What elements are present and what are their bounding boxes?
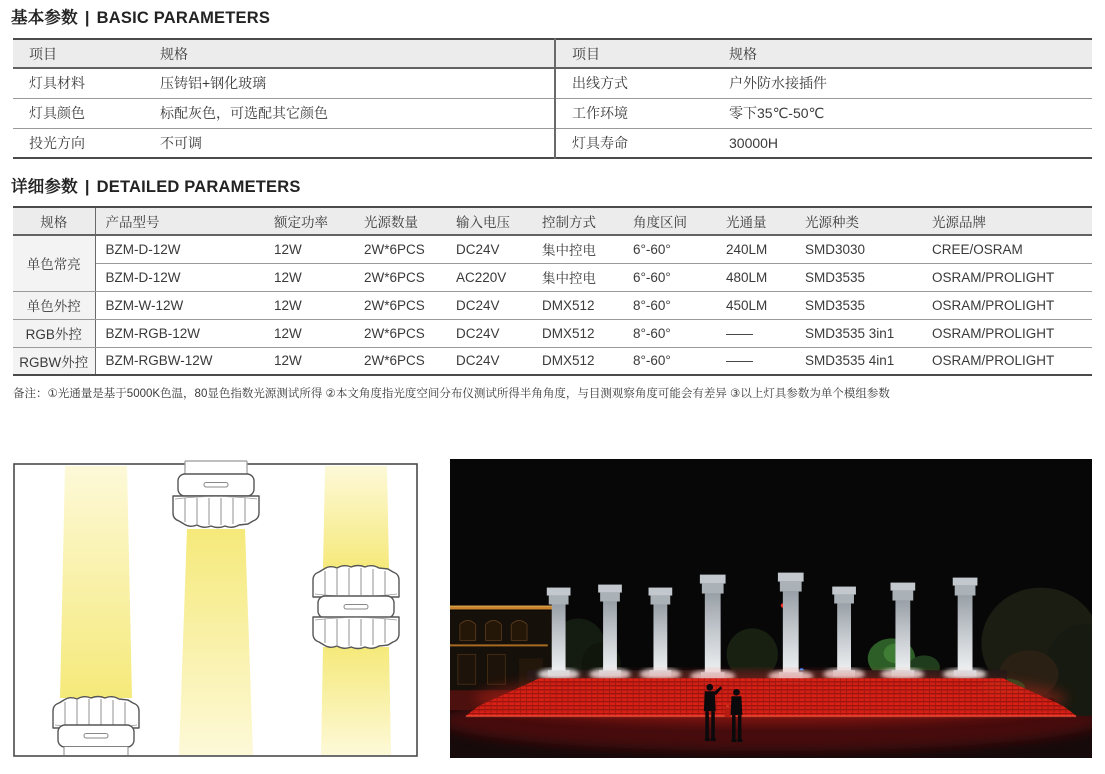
uplight-column bbox=[53, 466, 139, 755]
cell-led-qty: 2W*6PCS bbox=[354, 263, 446, 291]
installation-diagram-svg bbox=[13, 459, 418, 757]
detailed-title-en: DETAILED PARAMETERS bbox=[96, 178, 301, 196]
cell-model: BZM-D-12W bbox=[95, 235, 264, 263]
cell-angle: 8°-60° bbox=[623, 291, 716, 319]
cell-label: 灯具颜色 bbox=[13, 98, 144, 128]
header-cell-item-right: 项目 bbox=[555, 39, 713, 68]
table-header-row bbox=[13, 207, 1092, 235]
cell-spec-group: RGBW外控 bbox=[13, 347, 95, 375]
header-cell: 规格 bbox=[13, 207, 95, 235]
cell-led-qty: 2W*6PCS bbox=[354, 235, 446, 263]
table-row bbox=[13, 263, 1092, 291]
header-cell-spec-right: 规格 bbox=[713, 39, 1092, 68]
cell-brand: OSRAM/PROLIGHT bbox=[922, 319, 1092, 347]
header-cell: 角度区间 bbox=[623, 207, 716, 235]
cell-flux: —— bbox=[726, 353, 753, 369]
cell-led-qty: 2W*6PCS bbox=[354, 291, 446, 319]
header-cell: 额定功率 bbox=[264, 207, 354, 235]
cell-model: BZM-W-12W bbox=[95, 291, 264, 319]
light-beam-up bbox=[323, 466, 389, 569]
header-cell-item-left: 项目 bbox=[13, 39, 144, 68]
cell-control: DMX512 bbox=[532, 291, 623, 319]
title-separator: | bbox=[84, 178, 90, 196]
basic-parameters-table bbox=[13, 38, 1092, 159]
cell-voltage: DC24V bbox=[446, 319, 532, 347]
cell-power: 12W bbox=[264, 291, 354, 319]
table-row bbox=[13, 235, 1092, 263]
header-cell: 输入电压 bbox=[446, 207, 532, 235]
cell-led-type: SMD3030 bbox=[795, 235, 922, 263]
cell-led-qty: 2W*6PCS bbox=[364, 353, 425, 369]
cell-power: 12W bbox=[274, 353, 302, 369]
cell-brand: OSRAM/PROLIGHT bbox=[922, 263, 1092, 291]
table-row bbox=[13, 319, 1092, 347]
cell-brand: CREE/OSRAM bbox=[922, 235, 1092, 263]
cell-value: 30000H bbox=[729, 134, 779, 151]
table-header-row bbox=[13, 39, 1092, 68]
detailed-parameters-title bbox=[0, 176, 1105, 198]
downlight-column bbox=[173, 461, 259, 755]
header-cell: 光源数量 bbox=[354, 207, 446, 235]
cell-power: 12W bbox=[264, 319, 354, 347]
light-beam-up bbox=[60, 466, 132, 698]
basic-title-zh: 基本参数 bbox=[11, 9, 78, 27]
table-row bbox=[13, 291, 1092, 319]
title-separator: | bbox=[84, 9, 90, 27]
cell-model: BZM-RGBW-12W bbox=[105, 353, 213, 369]
cell-control: DMX512 bbox=[532, 319, 623, 347]
cell-label: 出线方式 bbox=[555, 68, 713, 98]
table-row bbox=[13, 128, 1092, 158]
cell-voltage: DC24V bbox=[446, 291, 532, 319]
cell-angle: 6°-60° bbox=[623, 235, 716, 263]
bidirectional-column bbox=[313, 466, 399, 755]
cell-led-qty: 2W*6PCS bbox=[354, 319, 446, 347]
cell-led-type: SMD3535 bbox=[795, 263, 922, 291]
cell-control: 集中控电 bbox=[532, 235, 623, 263]
cell-label: 投光方向 bbox=[29, 134, 85, 151]
footnote: 备注：①光通量是基于5000K色温，80显色指数光源测试所得 ②本文角度指光度空间分布仪测试所得半角角度，与目测观察角度可能会有差异 ③以上灯具参数为单个模组参数 bbox=[13, 388, 890, 400]
cell-angle: 8°-60° bbox=[623, 319, 716, 347]
basic-title-en: BASIC PARAMETERS bbox=[96, 9, 271, 27]
cell-spec-group: 单色常亮 bbox=[13, 235, 95, 291]
cell-label: 灯具材料 bbox=[13, 68, 144, 98]
detailed-title-zh: 详细参数 bbox=[11, 178, 78, 196]
cell-flux: 450LM bbox=[716, 291, 795, 319]
cell-voltage: AC220V bbox=[446, 263, 532, 291]
figures-row bbox=[13, 459, 1092, 758]
header-cell-spec-left: 规格 bbox=[144, 39, 555, 68]
cell-angle: 8°-60° bbox=[633, 353, 671, 369]
cell-brand: OSRAM/PROLIGHT bbox=[922, 291, 1092, 319]
cell-control: 集中控电 bbox=[532, 263, 623, 291]
cell-flux: 480LM bbox=[716, 263, 795, 291]
light-beam-down bbox=[179, 529, 253, 755]
header-cell: 光源种类 bbox=[795, 207, 922, 235]
cell-angle: 6°-60° bbox=[623, 263, 716, 291]
detailed-parameters-table bbox=[13, 206, 1092, 376]
table-row bbox=[13, 68, 1092, 98]
table-row bbox=[13, 98, 1092, 128]
cell-value: 零下35℃-50℃ bbox=[713, 98, 1092, 128]
header-cell: 控制方式 bbox=[532, 207, 623, 235]
header-cell: 光源品牌 bbox=[922, 207, 1092, 235]
application-photo-svg bbox=[450, 459, 1092, 758]
cell-led-type: SMD3535 4in1 bbox=[805, 353, 895, 369]
cell-led-type: SMD3535 3in1 bbox=[795, 319, 922, 347]
cell-model: BZM-RGB-12W bbox=[95, 319, 264, 347]
cell-model: BZM-D-12W bbox=[95, 263, 264, 291]
cell-label: 灯具寿命 bbox=[555, 128, 713, 158]
installation-diagram bbox=[13, 459, 418, 757]
cell-voltage: DC24V bbox=[456, 353, 500, 369]
cell-value: 户外防水接插件 bbox=[713, 68, 1092, 98]
cell-led-type: SMD3535 bbox=[795, 291, 922, 319]
cell-spec-group: RGB外控 bbox=[13, 319, 95, 347]
cell-spec-group: 单色外控 bbox=[13, 291, 95, 319]
red-led-steps bbox=[466, 672, 1076, 724]
cell-flux: 240LM bbox=[716, 235, 795, 263]
header-cell: 产品型号 bbox=[95, 207, 264, 235]
basic-parameters-title bbox=[0, 7, 1105, 29]
light-beam-down bbox=[321, 647, 391, 755]
application-photo bbox=[450, 459, 1092, 758]
cell-voltage: DC24V bbox=[446, 235, 532, 263]
cell-power: 12W bbox=[264, 263, 354, 291]
cell-value: 压铸铝+钢化玻璃 bbox=[144, 68, 555, 98]
cell-control: DMX512 bbox=[542, 353, 595, 369]
cell-flux: —— bbox=[716, 319, 795, 347]
table-row bbox=[13, 347, 1092, 375]
header-cell: 光通量 bbox=[716, 207, 795, 235]
cell-power: 12W bbox=[264, 235, 354, 263]
cell-value: 不可调 bbox=[160, 134, 202, 151]
cell-brand: OSRAM/PROLIGHT bbox=[932, 353, 1055, 369]
cell-label: 工作环境 bbox=[555, 98, 713, 128]
cell-value: 标配灰色，可选配其它颜色 bbox=[144, 98, 555, 128]
